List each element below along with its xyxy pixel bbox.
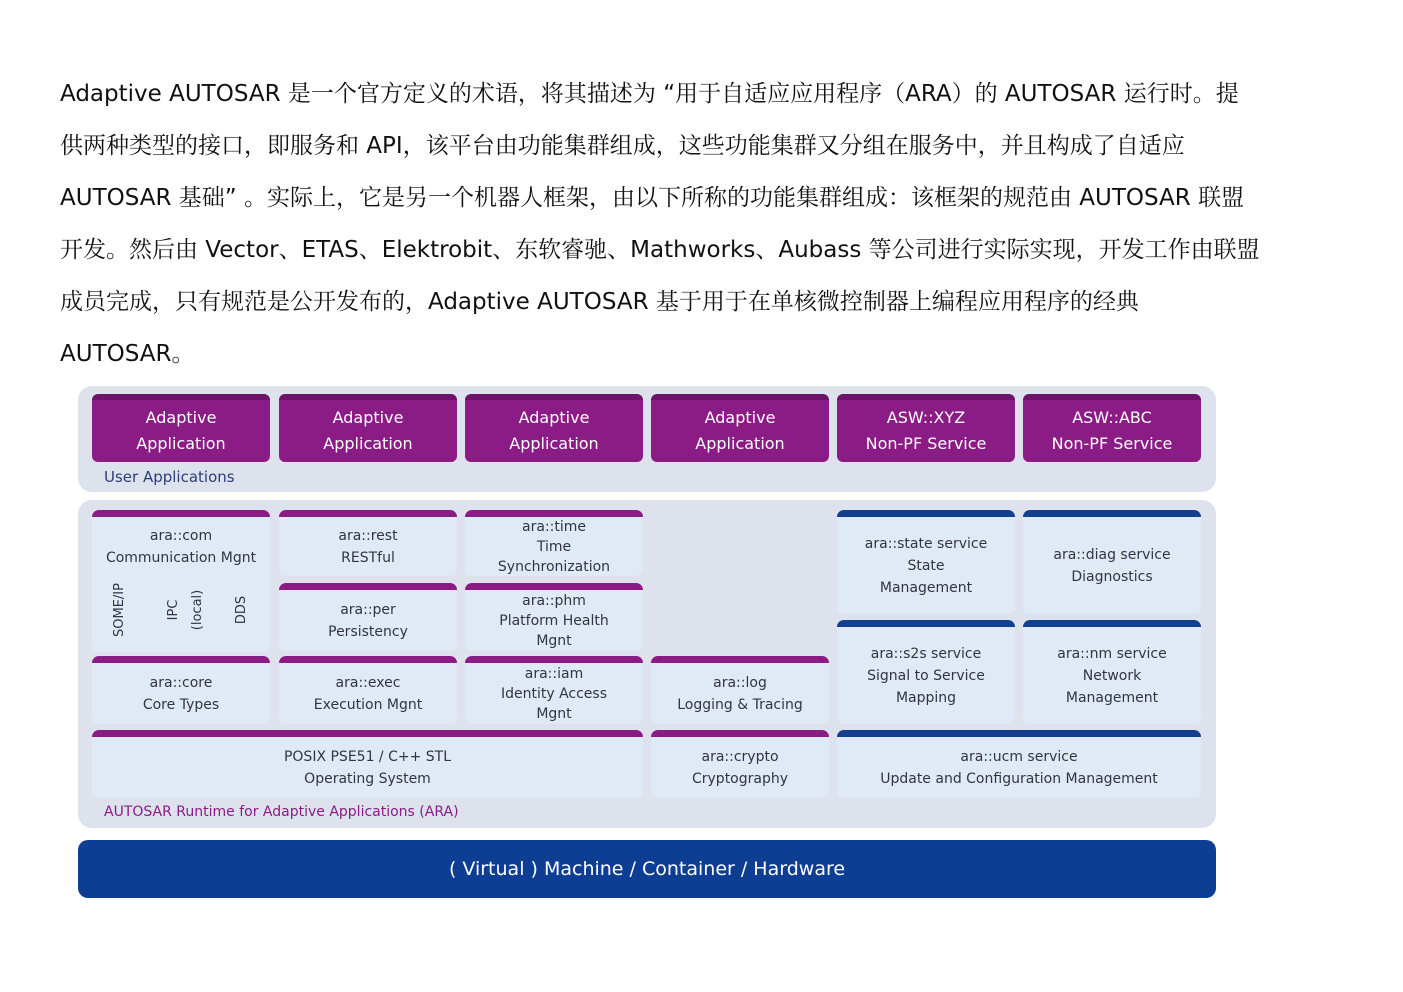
- ara-crypto-desc: Cryptography: [691, 770, 789, 787]
- ara-rest-box: [279, 510, 457, 576]
- paragraph-line: 开发。然后由 Vector、ETAS、Elektrobit、东软睿驰、Mathworks、Aubass 等公司进行实际实现，开发工作由联盟: [60, 237, 1260, 263]
- hardware-label: ( Virtual ) Machine / Container / Hardware: [448, 858, 846, 880]
- ara-runtime-label: AUTOSAR Runtime for Adaptive Applications (ARA): [104, 804, 459, 820]
- app-line2: Application: [323, 434, 413, 453]
- ara-iam-name: ara::iam: [524, 665, 584, 682]
- ara-s2s-desc: Signal to Service: [867, 667, 985, 684]
- app-box: [1023, 394, 1201, 462]
- ara-core-name: ara::core: [149, 674, 213, 691]
- ara-log-name: ara::log: [713, 674, 767, 691]
- ara-rest-name: ara::rest: [338, 527, 398, 544]
- ara-com-name: ara::com: [149, 528, 213, 544]
- hardware-layer: [78, 840, 1216, 898]
- ara-s2s-name: ara::s2s service: [870, 645, 982, 662]
- ipc-label: IPC: [166, 599, 181, 621]
- ara-ucm-box: [837, 730, 1201, 798]
- paragraph-line: 供两种类型的接口，即服务和 API，该平台由功能集群组成，这些功能集群又分组在服务中，并且构成了自适应: [60, 133, 1185, 159]
- ara-crypto-box: [651, 730, 829, 798]
- ara-nm-desc2: Management: [1065, 689, 1159, 706]
- ara-per-name: ara::per: [340, 601, 396, 618]
- app-line2: Application: [136, 434, 226, 453]
- ara-ucm-desc: Update and Configuration Management: [880, 770, 1158, 787]
- ara-per-box: [279, 583, 457, 651]
- posix-name: POSIX PSE51 / C++ STL: [283, 748, 452, 765]
- posix-os-box: [92, 730, 643, 798]
- app-box: [92, 394, 270, 462]
- ara-state-name: ara::state service: [864, 535, 988, 552]
- ara-s2s-desc2: Mapping: [895, 689, 957, 706]
- ara-time-desc: Time: [536, 538, 572, 555]
- ara-time-name: ara::time: [522, 518, 586, 535]
- app-line1: ASW::XYZ: [886, 408, 966, 427]
- paragraph-line: AUTOSAR 基础” 。实际上，它是另一个机器人框架，由以下所称的功能集群组成：该框架的规范由 AUTOSAR 联盟: [60, 185, 1245, 211]
- app-box: [837, 394, 1015, 462]
- ara-exec-name: ara::exec: [335, 674, 401, 691]
- app-box: [465, 394, 643, 462]
- ara-phm-desc2: Mgnt: [536, 632, 572, 649]
- ara-phm-name: ara::phm: [522, 592, 586, 609]
- ara-core-box: [92, 656, 270, 724]
- app-box: [651, 394, 829, 462]
- ara-com-desc: Communication Mgnt: [105, 550, 257, 566]
- ara-phm-desc: Platform Health: [499, 612, 609, 629]
- posix-desc: Operating System: [304, 770, 431, 787]
- ara-nm-desc: Network: [1082, 667, 1142, 684]
- ara-iam-box: [465, 656, 643, 724]
- ara-diag-name: ara::diag service: [1053, 546, 1171, 563]
- ara-exec-desc: Execution Mgnt: [313, 696, 423, 713]
- ara-log-desc: Logging & Tracing: [677, 696, 803, 713]
- app-line2: Non-PF Service: [865, 434, 987, 453]
- app-line2: Non-PF Service: [1051, 434, 1173, 453]
- ara-state-box: [837, 510, 1015, 614]
- app-line1: Adaptive: [704, 408, 776, 427]
- paragraph-line: Adaptive AUTOSAR 是一个官方定义的术语，将其描述为 “用于自适应应用程序（ARA）的 AUTOSAR 运行时。提: [60, 81, 1239, 107]
- app-line2: Application: [509, 434, 599, 453]
- ara-nm-box: [1023, 620, 1201, 724]
- paragraph-line: AUTOSAR。: [60, 341, 195, 367]
- ara-phm-box: [465, 583, 643, 651]
- adaptive-autosar-architecture-diagram: [78, 386, 1216, 898]
- ara-log-box: [651, 656, 829, 724]
- ara-per-desc: Persistency: [328, 623, 408, 640]
- app-line1: Adaptive: [332, 408, 404, 427]
- ara-state-desc: State: [907, 557, 945, 574]
- ara-iam-desc: Identity Access: [500, 685, 608, 702]
- intro-paragraph: [60, 68, 1360, 380]
- app-line1: Adaptive: [145, 408, 217, 427]
- some-ip-label: SOME/IP: [112, 583, 127, 637]
- ara-time-desc2: Synchronization: [497, 558, 611, 575]
- ara-rest-desc: RESTful: [341, 549, 395, 566]
- paragraph-line: 成员完成，只有规范是公开发布的，Adaptive AUTOSAR 基于用于在单核微控制器上编程应用程序的经典: [60, 289, 1139, 315]
- ara-diag-box: [1023, 510, 1201, 614]
- ara-core-desc: Core Types: [142, 696, 220, 713]
- app-box: [279, 394, 457, 462]
- app-line1: ASW::ABC: [1072, 408, 1152, 427]
- app-line1: Adaptive: [518, 408, 590, 427]
- user-applications-label: User Applications: [104, 468, 235, 486]
- ara-diag-desc: Diagnostics: [1071, 568, 1153, 585]
- ara-iam-desc2: Mgnt: [536, 705, 572, 722]
- ara-ucm-name: ara::ucm service: [960, 748, 1078, 765]
- ara-nm-name: ara::nm service: [1057, 645, 1167, 662]
- dds-label: DDS: [234, 595, 249, 625]
- ipc-local-label: (local): [190, 589, 205, 631]
- app-line2: Application: [695, 434, 785, 453]
- ara-s2s-box: [837, 620, 1015, 724]
- ara-crypto-name: ara::crypto: [701, 748, 779, 765]
- ara-state-desc2: Management: [879, 579, 973, 596]
- ara-exec-box: [279, 656, 457, 724]
- ara-time-box: [465, 510, 643, 576]
